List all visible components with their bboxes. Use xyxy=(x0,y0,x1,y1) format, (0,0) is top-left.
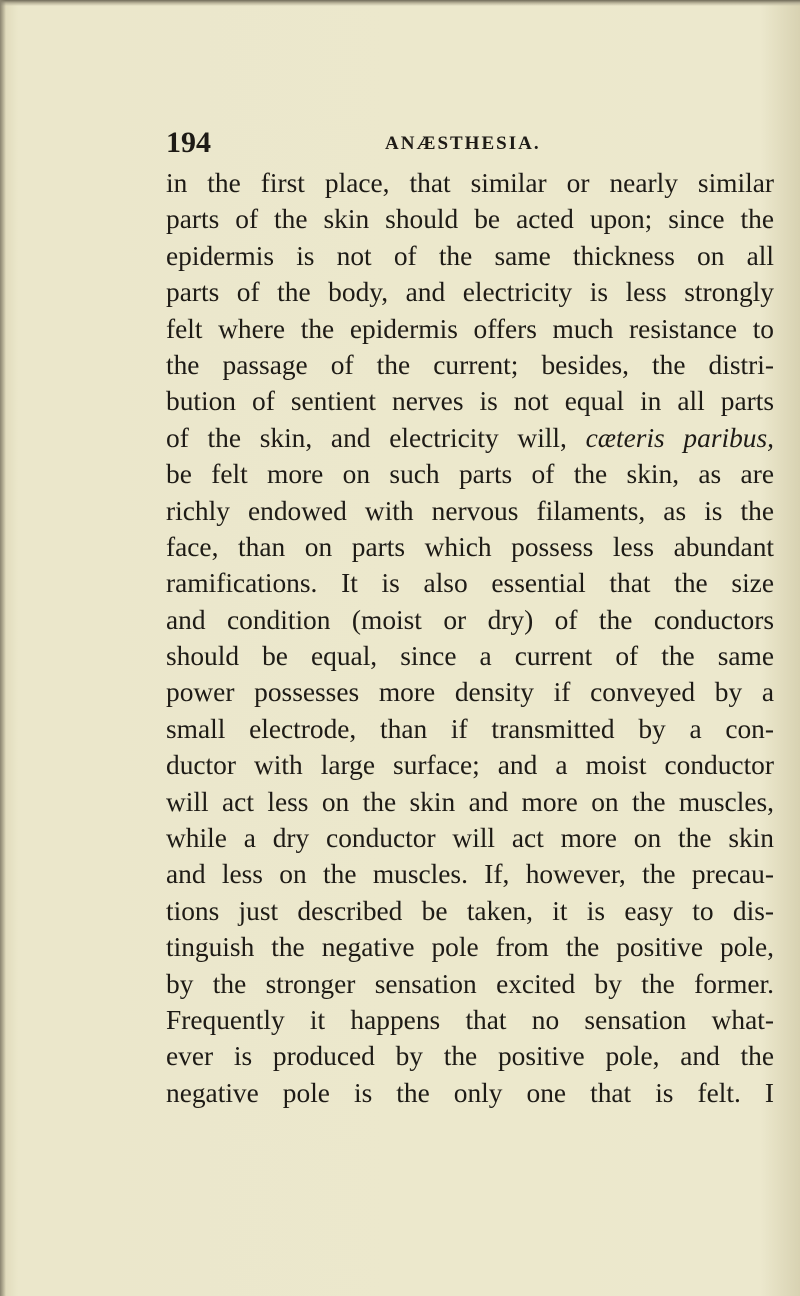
text-line-24: Frequently it happens that no sensation what- xyxy=(166,1004,774,1035)
text-line-23: by the stronger sensation excited by the former. xyxy=(166,968,774,999)
text-line-11: face, than on parts which possess less abundant xyxy=(166,531,774,562)
text-line-18: will act less on the skin and more on the muscles, xyxy=(166,786,774,817)
text-line-17: ductor with large surface; and a moist conductor xyxy=(166,750,774,781)
body-text xyxy=(166,165,774,1111)
text-line-2: parts of the skin should be acted upon; since the xyxy=(166,204,774,235)
text-line-3: epidermis is not of the same thickness on all xyxy=(166,240,774,271)
text-line-14: should be equal, since a current of the same xyxy=(166,641,774,672)
text-line-10: richly endowed with nervous filaments, as is the xyxy=(166,495,774,526)
text-line-20: and less on the muscles. If, however, the precau- xyxy=(166,859,774,890)
text-line-13: and condition (moist or dry) of the conductors xyxy=(166,604,774,635)
page-top-edge xyxy=(0,0,800,6)
text-line-5: felt where the epidermis offers much resistance to xyxy=(166,313,774,344)
text-line-22: tinguish the negative pole from the positive pole, xyxy=(166,932,774,963)
text-line-21: tions just described be taken, it is easy to dis- xyxy=(166,895,774,926)
page-number: 194 xyxy=(166,126,211,159)
text-line-19: while a dry conductor will act more on the skin xyxy=(166,823,774,854)
text-line-16: small electrode, than if transmitted by a con- xyxy=(166,713,774,744)
text-line-26: negative pole is the only one that is felt. I xyxy=(166,1077,774,1108)
text-line-4: parts of the body, and electricity is less strongly xyxy=(166,277,774,308)
text-line-6: the passage of the current; besides, the distri- xyxy=(166,349,774,380)
text-line-8 xyxy=(166,420,774,456)
text-line-7: bution of sentient nerves is not equal in all parts xyxy=(166,386,774,417)
italic-phrase: cæteris paribus, xyxy=(585,422,774,453)
text-line-15: power possesses more density if conveyed by a xyxy=(166,677,774,708)
text-line-1: in the first place, that similar or nearly similar xyxy=(166,168,774,198)
running-head: ANÆSTHESIA. xyxy=(385,133,541,154)
page-header xyxy=(166,125,774,161)
text-line-25: ever is produced by the positive pole, and the xyxy=(166,1041,774,1072)
page-left-edge xyxy=(0,0,6,1296)
text-line-12: ramifications. It is also essential that the size xyxy=(166,568,774,599)
text-line-8-roman: of the skin, and electricity will, xyxy=(166,422,567,453)
text-line-9: be felt more on such parts of the skin, as are xyxy=(166,459,774,490)
